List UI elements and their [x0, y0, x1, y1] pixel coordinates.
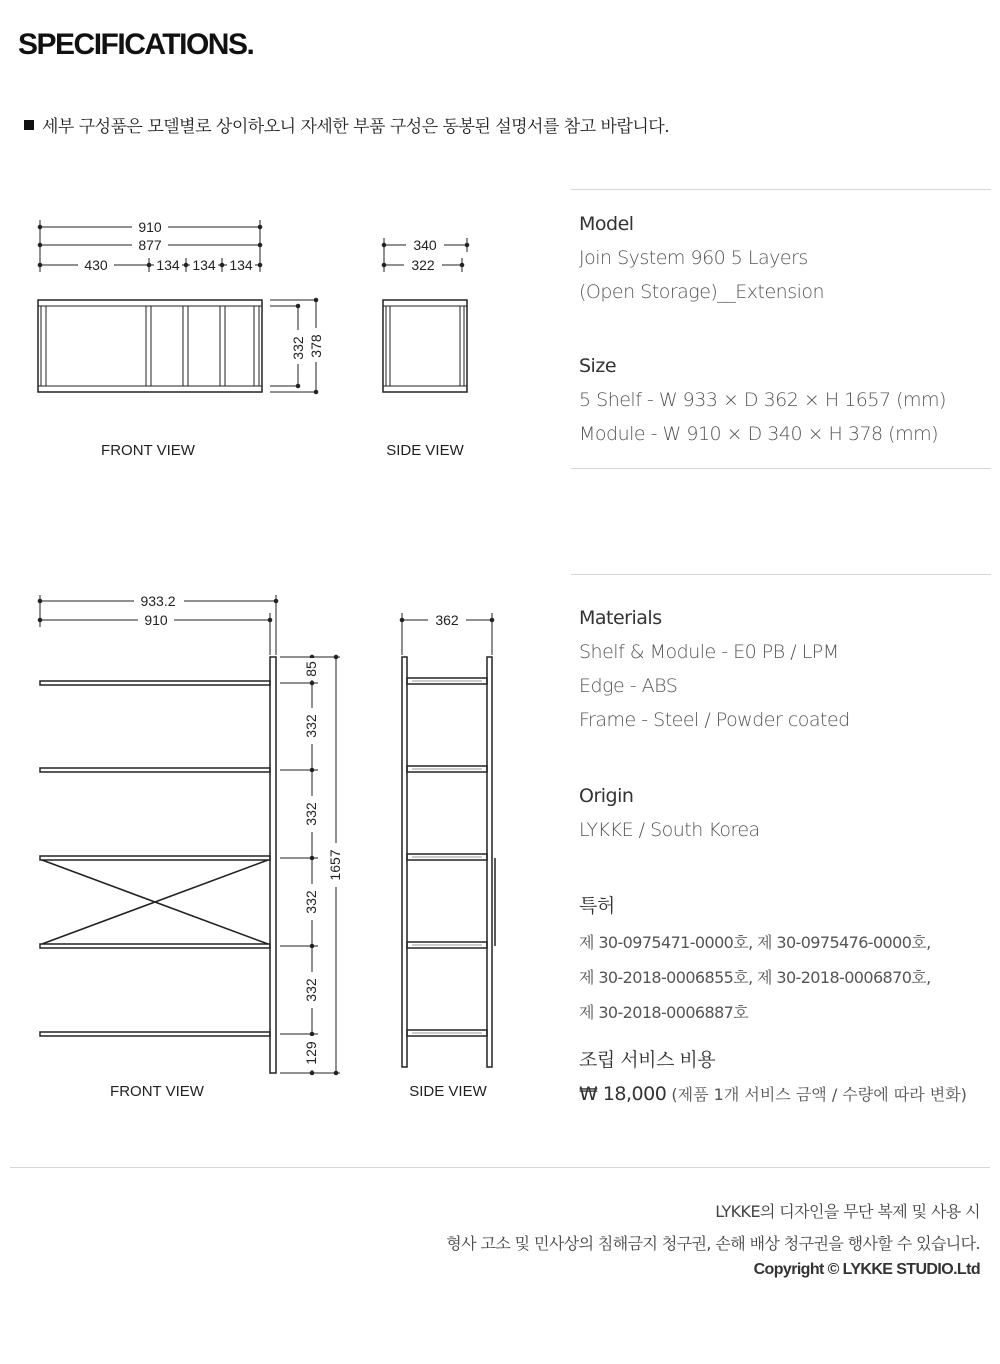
- size-section: [579, 355, 946, 445]
- patent-line: 제 30-2018-0006855호, 제 30-2018-0006870호,: [579, 968, 931, 987]
- dim-430: 430: [84, 257, 108, 273]
- service-note: (제품 1개 서비스 금액 / 수량에 따라 변화): [671, 1085, 967, 1104]
- divider: [571, 189, 991, 190]
- dim-332: 332: [303, 978, 319, 1002]
- dim-378: 378: [308, 334, 324, 358]
- dim-134: 134: [192, 257, 216, 273]
- front-view-label: FRONT VIEW: [110, 1083, 204, 1100]
- materials-line: Frame - Steel / Powder coated: [579, 709, 850, 731]
- divider: [571, 574, 991, 575]
- size-line: 5 Shelf - W 933 × D 362 × H 1657 (mm): [579, 389, 946, 411]
- dim-362: 362: [435, 612, 459, 628]
- bullet-square-icon: [24, 120, 34, 130]
- model-heading: Model: [579, 213, 634, 235]
- patent-heading: 특허: [579, 895, 615, 917]
- copyright: Copyright © LYKKE STUDIO.Ltd: [753, 1261, 980, 1278]
- dim-332: 332: [290, 336, 306, 360]
- size-heading: Size: [579, 355, 617, 377]
- service-price: ₩ 18,000: [579, 1083, 667, 1105]
- footer-line: 형사 고소 및 민사상의 침해금지 청구권, 손해 배상 청구권을 행사할 수 있습니다.: [446, 1234, 980, 1253]
- materials-line: Shelf & Module - E0 PB / LPM: [579, 641, 839, 663]
- service-section: [579, 1045, 967, 1105]
- patent-line: 제 30-0975471-0000호, 제 30-0975476-0000호,: [579, 933, 931, 952]
- dim-322: 322: [411, 257, 435, 273]
- page-title: SPECIFICATIONS.: [18, 28, 254, 61]
- divider: [10, 1167, 990, 1168]
- origin-heading: Origin: [579, 785, 634, 807]
- dim-134: 134: [156, 257, 180, 273]
- dim-910: 910: [144, 612, 168, 628]
- dim-332: 332: [303, 714, 319, 738]
- dim-85: 85: [303, 661, 319, 677]
- dim-1657: 1657: [327, 849, 343, 881]
- patent-line: 제 30-2018-0006887호: [579, 1003, 749, 1022]
- notice: [24, 112, 669, 137]
- notice-text: 세부 구성품은 모델별로 상이하오니 자세한 부품 구성은 동봉된 설명서를 참고 바랍니다.: [42, 117, 670, 137]
- divider: [571, 468, 991, 469]
- model-line: Join System 960 5 Layers: [579, 247, 808, 269]
- front-view-label: FRONT VIEW: [101, 442, 195, 459]
- model-section: [579, 213, 824, 303]
- shelf-drawing: [0, 585, 520, 1105]
- service-heading: 조립 서비스 비용: [579, 1049, 716, 1071]
- materials-line: Edge - ABS: [579, 675, 678, 697]
- dim-910: 910: [138, 219, 162, 235]
- footer-line: LYKKE의 디자인을 무단 복제 및 사용 시: [715, 1202, 980, 1221]
- dim-129: 129: [303, 1041, 319, 1065]
- materials-section: [579, 607, 850, 731]
- materials-heading: Materials: [579, 607, 662, 629]
- patent-section: [579, 891, 931, 1023]
- origin-line: LYKKE / South Korea: [579, 819, 760, 841]
- dim-933-2: 933.2: [140, 593, 176, 609]
- side-view-label: SIDE VIEW: [386, 442, 464, 459]
- dim-340: 340: [413, 237, 437, 253]
- dim-877: 877: [138, 237, 162, 253]
- origin-section: [579, 785, 760, 841]
- side-view-label: SIDE VIEW: [409, 1083, 487, 1100]
- model-line: (Open Storage)__Extension: [579, 281, 825, 303]
- dim-332: 332: [303, 802, 319, 826]
- module-drawing: [0, 200, 500, 490]
- dim-134: 134: [229, 257, 253, 273]
- size-line: Module - W 910 × D 340 × H 378 (mm): [579, 423, 939, 445]
- dim-332: 332: [303, 890, 319, 914]
